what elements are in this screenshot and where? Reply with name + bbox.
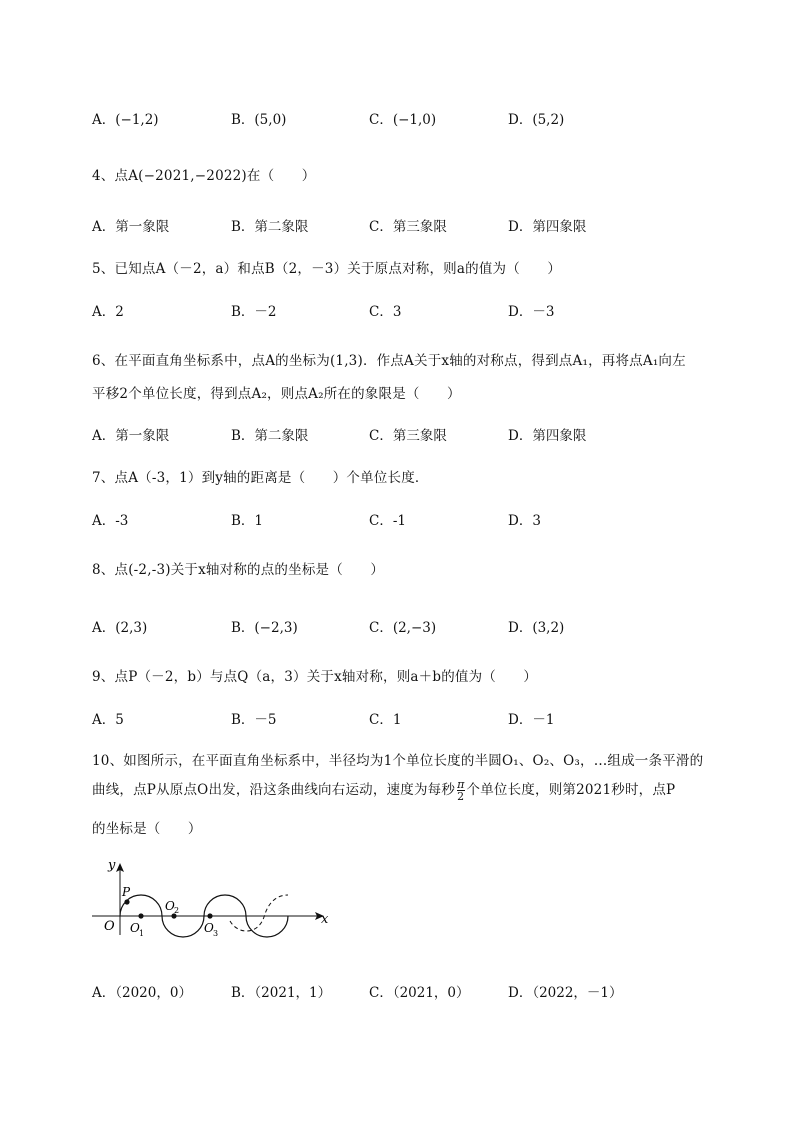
q9-option-d: D．－1 <box>508 712 555 728</box>
o2-subscript: 2 <box>174 906 180 915</box>
q5-options <box>92 300 732 320</box>
q3-option-c: C．(−1,0) <box>369 112 437 128</box>
q7-stem: 7、点A（-3，1）到y轴的距离是（ ）个单位长度． <box>92 470 429 486</box>
o3-subscript: 3 <box>213 929 219 938</box>
q10-stem-line3: 的坐标是（ ） <box>92 821 202 837</box>
o3-label: O <box>204 921 214 935</box>
q9-option-c: C．1 <box>369 712 402 728</box>
q4-options <box>92 215 732 235</box>
q5-option-d: D．－3 <box>508 304 555 320</box>
q6-option-a: A．第一象限 <box>92 428 170 444</box>
semicircle-curve-figure <box>90 855 335 940</box>
q6-stem-line1: 6、在平面直角坐标系中，点A的坐标为(1,3)．作点A关于x轴的对称点，得到点A₁，再将点A₁向左 <box>92 353 686 369</box>
q6-stem-line2: 平移2个单位长度，得到点A₂，则点A₂所在的象限是（ ） <box>92 386 461 402</box>
q7-options <box>92 509 732 529</box>
q10-stem-line1: 10、如图所示，在平面直角坐标系中，半径均为1个单位长度的半圆O₁、O₂、O₃，…组成一条平滑的 <box>92 753 704 769</box>
q7-option-a: A．-3 <box>92 513 129 529</box>
q9-options <box>92 708 732 728</box>
q9-option-b: B．－5 <box>231 712 277 728</box>
fraction-numerator: π <box>457 778 465 791</box>
q8-option-b: B．(−2,3) <box>231 620 298 636</box>
p-label: P <box>122 885 131 899</box>
q7-option-d: D．3 <box>508 513 541 529</box>
o1-label: O <box>130 921 140 935</box>
point-o3 <box>207 913 212 918</box>
point-p <box>124 899 129 904</box>
o2-label: O <box>165 899 175 913</box>
origin-label: O <box>104 919 115 934</box>
point-o1 <box>138 913 143 918</box>
q6-options <box>92 424 732 444</box>
q4-stem: 4、点A(−2021,−2022)在（ ） <box>92 168 316 184</box>
q6-option-d: D．第四象限 <box>508 428 587 444</box>
q4-option-c: C．第三象限 <box>369 219 447 235</box>
q10-option-a: A．（2020，0） <box>92 985 192 1001</box>
q10-option-c: C．（2021，0） <box>369 985 470 1001</box>
q3-option-b: B．(5,0) <box>231 112 287 128</box>
q8-option-d: D．(3,2) <box>508 620 565 636</box>
q4-option-b: B．第二象限 <box>231 219 309 235</box>
fraction-denominator: 2 <box>457 790 465 803</box>
q5-option-a: A．2 <box>92 304 124 320</box>
o1-subscript: 1 <box>139 929 145 938</box>
q8-option-a: A．(2,3) <box>92 620 148 636</box>
q10-option-d: D．（2022，－1） <box>508 985 623 1001</box>
x-label: x <box>321 912 329 927</box>
q3-options <box>92 108 732 128</box>
q8-stem: 8、点(-2,-3)关于x轴对称的点的坐标是（ ） <box>92 562 385 578</box>
q4-option-a: A．第一象限 <box>92 219 170 235</box>
pi-over-2-fraction <box>457 779 464 802</box>
q10-stem-line2 <box>92 778 675 802</box>
q3-option-d: D．(5,2) <box>508 112 565 128</box>
q7-option-b: B．1 <box>231 513 264 529</box>
q5-option-b: B．－2 <box>231 304 277 320</box>
q10-options <box>92 981 732 1001</box>
y-label: y <box>108 858 116 873</box>
q6-option-c: C．第三象限 <box>369 428 447 444</box>
q10-option-b: B．（2021，1） <box>231 985 332 1001</box>
q5-stem: 5、已知点A（－2，a）和点B（2，－3）关于原点对称，则a的值为（ ） <box>92 261 562 277</box>
q8-option-c: C．(2,−3) <box>369 620 437 636</box>
q10-stem-line2-part1: 曲线，点P从原点O出发，沿这条曲线向右运动，速度为每秒 <box>92 782 456 798</box>
q5-option-c: C．3 <box>369 304 402 320</box>
q8-options <box>92 616 732 636</box>
q3-option-a: A．(−1,2) <box>92 112 159 128</box>
q9-option-a: A．5 <box>92 712 124 728</box>
q10-stem-line2-part2: 个单位长度，则第2021秒时，点P <box>466 782 676 798</box>
q4-option-d: D．第四象限 <box>508 219 587 235</box>
q7-option-c: C．-1 <box>369 513 406 529</box>
q9-stem: 9、点P（－2，b）与点Q（a，3）关于x轴对称，则a＋b的值为（ ） <box>92 669 538 685</box>
q6-option-b: B．第二象限 <box>231 428 309 444</box>
